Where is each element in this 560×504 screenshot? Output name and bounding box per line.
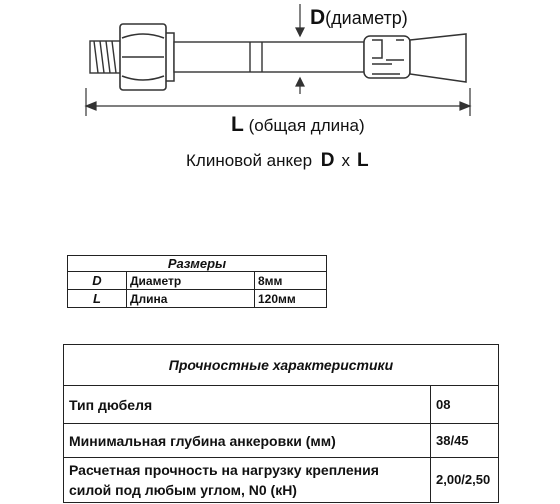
table-row (64, 386, 499, 424)
table-row (64, 458, 499, 503)
d-symbol: D (310, 6, 326, 29)
dimension-name: Длина (127, 290, 255, 308)
dimensions-header-row (68, 256, 327, 272)
expansion-clip (364, 36, 410, 78)
strength-table (63, 344, 499, 503)
l-dimension-label (231, 113, 365, 137)
dimension-value: 8мм (255, 272, 327, 290)
property-label: Расчетная прочность на нагрузку крепления силой под любым углом, N0 (кН) (64, 458, 431, 503)
table-row (68, 272, 327, 290)
caption-text: Клиновой анкер (186, 151, 313, 170)
dimension-symbol: D (68, 272, 127, 290)
caption-d: D (320, 150, 335, 171)
property-label: Тип дюбеля (64, 386, 431, 424)
table-row (64, 424, 499, 458)
strength-header-row (64, 345, 499, 386)
anchor-cone (410, 34, 466, 82)
caption-l: L (357, 150, 369, 171)
d-label: (диаметр) (325, 8, 408, 28)
d-dimension-label (310, 6, 408, 30)
anchor-shaft (174, 42, 364, 72)
table-row (68, 290, 327, 308)
dimension-name: Диаметр (127, 272, 255, 290)
property-value: 08 (431, 386, 499, 424)
hex-nut (120, 24, 166, 90)
l-symbol: L (231, 113, 244, 136)
caption-x: x (341, 151, 351, 170)
dimension-value: 120мм (255, 290, 327, 308)
l-label: (общая длина) (248, 116, 365, 135)
dimensions-title: Размеры (68, 256, 327, 272)
l-dimension (86, 88, 470, 116)
property-value: 38/45 (431, 424, 499, 458)
property-value: 2,00/2,50 (431, 458, 499, 503)
dimensions-table (67, 255, 327, 308)
property-label: Минимальная глубина анкеровки (мм) (64, 424, 431, 458)
dimension-symbol: L (68, 290, 127, 308)
strength-title: Прочностные характеристики (64, 345, 499, 386)
diagram-caption (186, 150, 373, 172)
